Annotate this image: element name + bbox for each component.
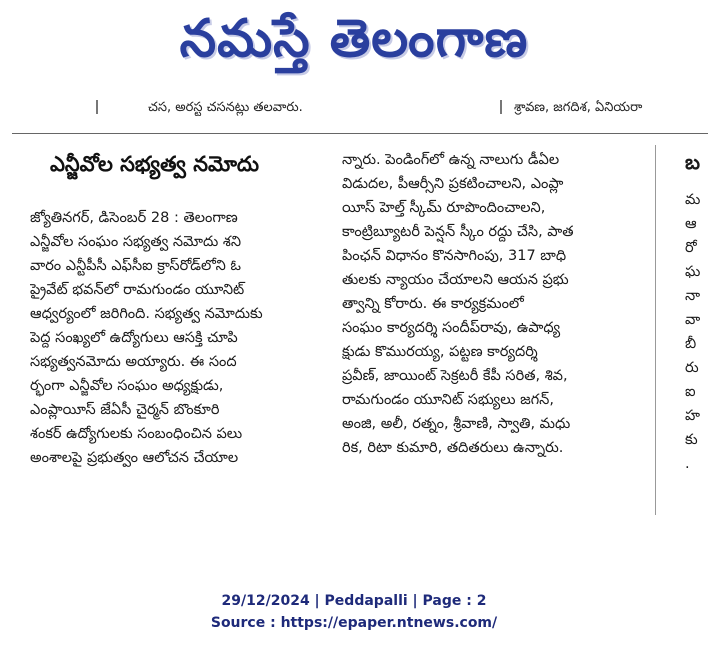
masthead <box>0 0 708 90</box>
subheader-strip <box>0 96 708 122</box>
footer-source-link[interactable]: Source : https://epaper.ntnews.com/ <box>210 615 498 631</box>
text-line: ప్రైవేట్ భవన్‌లో రామగుండం యూనిట్ <box>30 282 245 298</box>
partial-line: రు <box>685 360 699 376</box>
article-column-2 <box>342 148 648 460</box>
horizontal-rule <box>12 133 708 134</box>
text-line: ఎంప్లాయీస్ జేఏసీ చైర్మన్ బొంకూరి <box>30 402 220 418</box>
text-line: సంఘం కార్యదర్శి సందీప్‌రావు, ఉపాధ్య <box>342 320 561 336</box>
source-footer <box>0 590 708 634</box>
text-line: అంశాలపై ప్రభుత్వం ఆలోచన చేయాల <box>30 450 239 466</box>
text-line: ఆధ్వర్యంలో జరిగింది. సభ్యత్వ నమోదుకు <box>30 306 263 322</box>
article-column-1 <box>30 206 322 470</box>
text-line: విడుదల, పీఆర్సీని ప్రకటించాలని, ఎంప్లా <box>342 176 564 192</box>
text-line: అంజి, అలీ, రత్నం, శ్రీవాణి, స్వాతి, మధు <box>342 416 571 432</box>
partial-line: ఆ <box>685 216 697 232</box>
text-line: పింఛన్ విధానం కొనసాగింపు, 317 బాధి <box>342 248 567 264</box>
partial-line: బీ <box>685 336 697 352</box>
partial-line: . <box>685 456 690 472</box>
text-line: పెద్ద సంఖ్యలో ఉద్యోగులు ఆసక్తి చూపి <box>30 330 238 346</box>
partial-line: కు <box>685 432 698 448</box>
separator-tick <box>500 100 502 114</box>
masthead-title: నమస్తే తెలంగాణ <box>179 8 529 69</box>
text-line: రిక, రిటా కుమారి, తదితరులు ఉన్నారు. <box>342 440 564 456</box>
text-line: వారం ఎన్టీపీసీ ఎఫ్‌సీఐ క్రాస్‌రోడ్‌లోని ఓ <box>30 258 241 274</box>
subheader-left-text: చస, అరస్ట చసనట్లు తలవారు. <box>148 100 303 115</box>
text-line: శంకర్ ఉద్యోగులకు సంబంధించిన పలు <box>30 426 243 442</box>
footer-date-page: 29/12/2024 | Peddapalli | Page : 2 <box>221 593 487 609</box>
partial-line: హ <box>685 408 700 424</box>
partial-line: ఐ <box>685 384 696 400</box>
text-line: క్షుడు కొమురయ్య, పట్టణ కార్యదర్శి <box>342 344 538 360</box>
text-line: ర్భంగా ఎన్జీవోల సంఘం అధ్యక్షుడు, <box>30 378 224 394</box>
partial-line: నా <box>685 288 701 304</box>
text-line: ప్రవీణ్, జాయింట్ సెక్రటరీ కేపీ సరిత, శివ, <box>342 368 568 384</box>
text-line: త్వాన్ని కోరారు. ఈ కార్యక్రమంలో <box>342 296 524 312</box>
subheader-right-text: శ్రావణ, జగదిశ, ఏనియరా <box>514 100 643 115</box>
partial-headline: బ <box>685 150 700 174</box>
partial-line: మ <box>685 192 701 208</box>
separator-tick <box>96 100 98 114</box>
text-line: కాంట్రిబ్యూటరీ పెన్షన్ స్కీం రద్దు చేసి, పాత <box>342 224 574 240</box>
text-line: తులకు న్యాయం చేయాలని ఆయన ప్రభు <box>342 272 569 288</box>
text-line: ఎన్జీవోల సంఘం సభ్యత్వ నమోదు శని <box>30 234 242 250</box>
partial-line: ఘ <box>685 264 701 280</box>
text-line: సభ్యత్వనమోదు అయ్యారు. ఈ సంద <box>30 354 237 370</box>
text-line: యీస్ హెల్త్ స్కీమ్ రూపొందించాలని, <box>342 200 546 216</box>
partial-line: రో <box>685 240 697 256</box>
text-line: జ్యోతినగర్, డిసెంబర్ 28 : తెలంగాణ <box>30 210 238 226</box>
text-line: న్నారు. పెండింగ్‌లో ఉన్న నాలుగు డీఏల <box>342 152 560 168</box>
article-column-3-partial <box>685 150 708 476</box>
article-headline: ఎన్జీవోల సభ్యత్వ నమోదు <box>50 152 260 176</box>
text-line: రామగుండం యూనిట్ సభ్యులు జగన్, <box>342 392 554 408</box>
partial-line: వా <box>685 312 701 328</box>
column-divider <box>655 145 656 515</box>
